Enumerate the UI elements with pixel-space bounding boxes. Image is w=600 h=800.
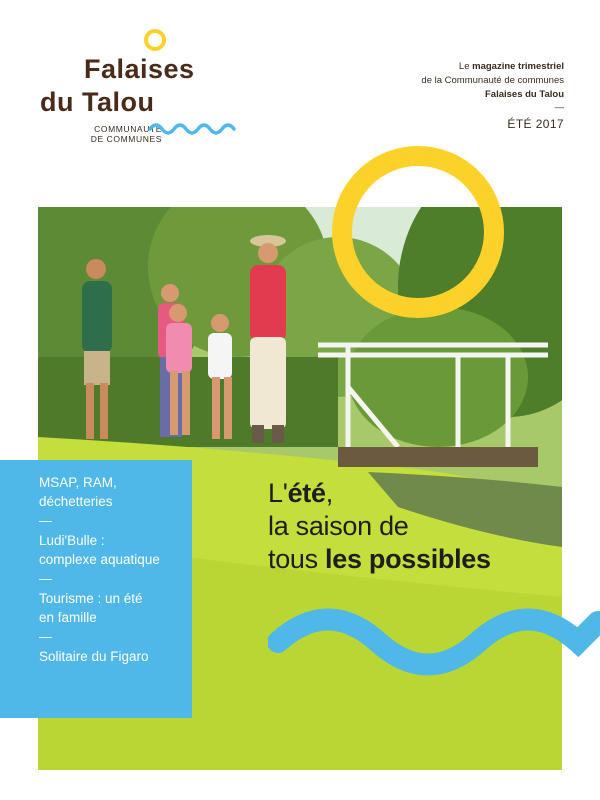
contents-item: Tourisme : un été bbox=[39, 591, 143, 607]
contents-panel bbox=[0, 460, 192, 718]
logo-wave-icon bbox=[146, 120, 242, 136]
contents-item: en famille bbox=[39, 609, 97, 625]
contents-separator: — bbox=[39, 570, 52, 586]
info-dash: — bbox=[554, 102, 564, 114]
contents-item: Ludi'Bulle : bbox=[39, 533, 105, 549]
logo-text-line2: du Talou bbox=[40, 87, 155, 117]
issue-season: ÉTÉ 2017 bbox=[507, 117, 564, 132]
yellow-ring-decoration bbox=[332, 146, 504, 318]
contents-separator: — bbox=[39, 628, 52, 644]
headline-line1: L'été, bbox=[268, 478, 333, 508]
contents-item: MSAP, RAM, bbox=[39, 475, 117, 490]
info-line2: de la Communauté de communes bbox=[421, 74, 564, 86]
contents-item: complexe aquatique bbox=[39, 551, 160, 567]
cover-headline bbox=[268, 477, 491, 576]
headline-line2: la saison de bbox=[268, 510, 409, 541]
magazine-info bbox=[421, 60, 564, 133]
blue-wave-decoration bbox=[268, 602, 600, 692]
brand-logo bbox=[38, 28, 258, 148]
logo-text-line1: Falaises bbox=[84, 54, 195, 84]
contents-item: Solitaire du Figaro bbox=[39, 649, 149, 665]
logo-ring-icon bbox=[144, 29, 166, 51]
info-line3: Falaises du Talou bbox=[484, 88, 564, 100]
headline-line3: tous les possibles bbox=[268, 543, 491, 574]
contents-item: déchetteries bbox=[39, 493, 113, 509]
logo-subtitle-line1: COMMUNAUTÉ bbox=[94, 124, 162, 134]
logo-subtitle-line2: DE COMMUNES bbox=[90, 134, 162, 145]
contents-separator: — bbox=[39, 512, 52, 528]
info-line1: Le magazine trimestriel bbox=[458, 61, 564, 72]
